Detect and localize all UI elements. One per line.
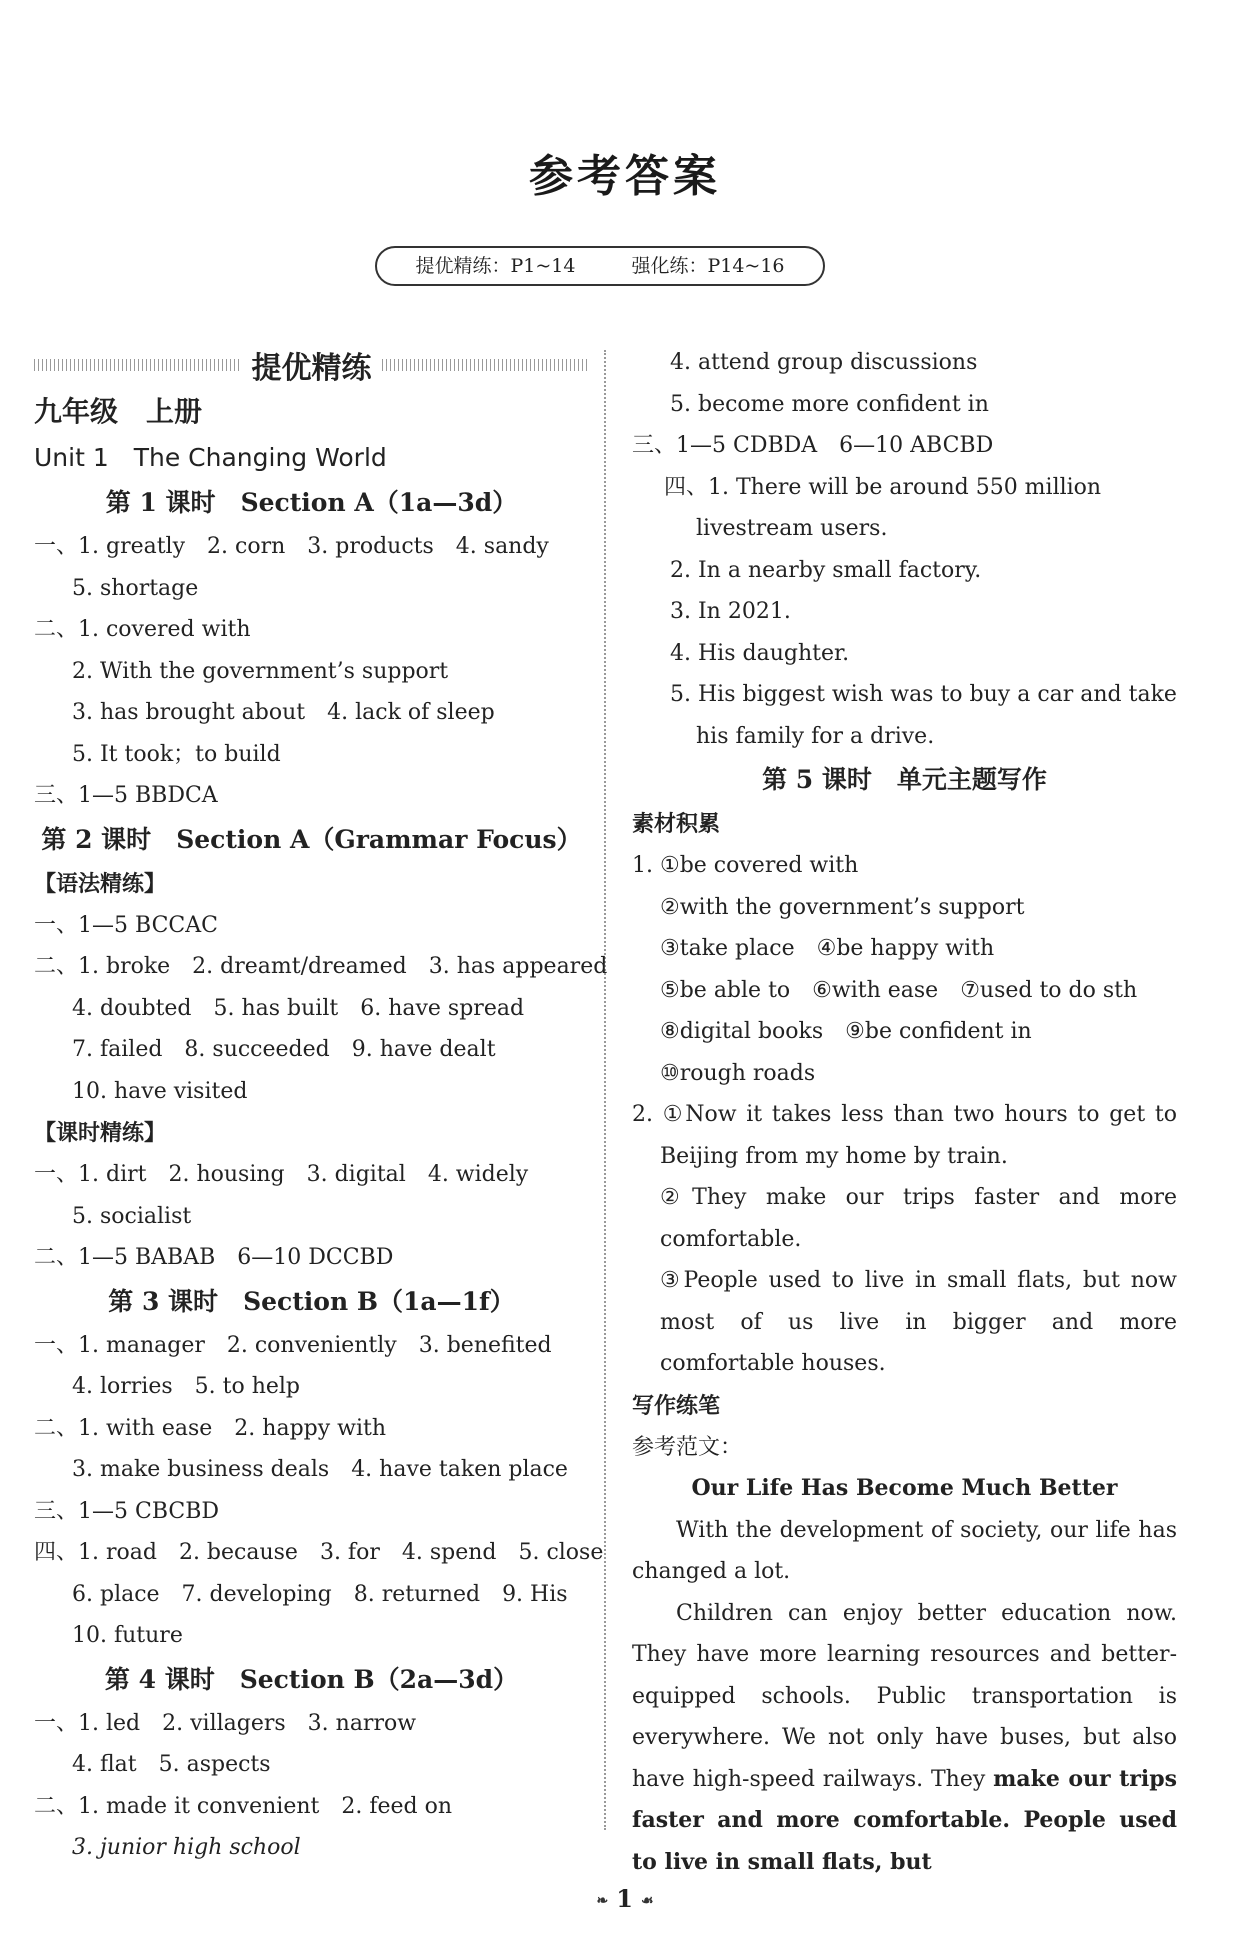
hatch-right [382,359,590,371]
lesson-sec: Section B（2a—3d） [239,1664,519,1694]
column-divider [604,350,606,1830]
lesson-3-heading [34,1279,589,1325]
range-right: 强化练：P14~16 [631,255,785,277]
answer-line: ⑤be able to ⑥with ease ⑦used to do sth [660,977,1138,1003]
answer-line: 5. socialist [72,1203,192,1229]
lesson-num: 第 2 课时 [41,824,152,854]
answer-line: 4. attend group discussions [670,350,978,375]
answer-line: 5. It took；to build [72,741,281,767]
lesson-num: 第 3 课时 [108,1286,219,1316]
page-range-badge [375,246,825,286]
answer-line: 2. With the government’s support [72,658,449,684]
answer-line: 5. become more confident in [670,391,989,417]
answer-line: 5. shortage [72,575,199,601]
answer-line: 3. has brought about 4. lack of sleep [72,700,495,725]
answer-line: 7. failed 8. succeeded 9. have dealt [72,1037,496,1062]
answer-line: 一、1—5 BCCAC [34,912,218,938]
subheading-writing: 写作练笔 [632,1392,721,1419]
lesson-sec: 单元主题写作 [896,765,1047,794]
ornament-icon: ☙ [640,1892,654,1909]
hatch-left [34,359,242,371]
page-number: 1 [616,1884,633,1913]
sample-label: 参考范文： [632,1434,743,1460]
answer-line: 4. doubted 5. has built 6. have spread [72,995,525,1021]
answer-line: 6. place 7. developing 8. returned 9. His [72,1581,568,1607]
answer-line: 3. junior high school [72,1835,301,1860]
page-footer [0,1884,1250,1913]
lesson-sec: Section A（1a—3d） [240,488,518,517]
answer-line: 四、1. road 2. because 3. for 4. spend 5. close [34,1540,604,1565]
answer-line: 二、1. covered with [34,617,251,642]
answer-line: 三、1—5 CDBDA 6—10 ABCBD [632,433,994,458]
answer-line: 4. flat 5. aspects [72,1752,271,1777]
answer-line: ③People used to live in small flats, but now most of us live in bigger and more comfortable houses. [660,1268,1177,1376]
subheading-material: 素材积累 [632,811,721,837]
answer-line: 二、1. with ease 2. happy with [34,1415,387,1441]
range-left: 提优精练：P1~14 [415,255,576,277]
answer-line: 一、1. manager 2. conveniently 3. benefited [34,1332,552,1358]
lesson-2-heading [34,817,589,863]
answer-line: 二、1. broke 2. dreamt/dreamed 3. has appeared [34,954,608,979]
essay-paragraph: With the development of society, our life has changed a lot. [632,1517,1177,1584]
answer-line: 10. have visited [72,1078,248,1104]
lesson-sec: Section A（Grammar Focus） [176,824,582,854]
answer-line: 4. His daughter. [670,640,850,666]
answer-line: 二、1. made it convenient 2. feed on [34,1793,453,1819]
grade-heading: 九年级 上册 [34,395,203,428]
answer-line: 三、1—5 CBCBD [34,1498,220,1524]
answer-line: 2. In a nearby small factory. [670,557,982,583]
answer-line: 5. His biggest wish was to buy a car and take his family for a drive. [670,682,1177,749]
right-column [632,342,1177,1883]
lesson-1-heading [34,480,589,526]
lesson-num: 第 1 课时 [105,488,216,517]
subheading-lesson: 【课时精练】 [34,1120,167,1146]
answer-line: ②with the government’s support [660,894,1025,920]
lesson-5-heading [632,757,1177,803]
lesson-num: 第 4 课时 [104,1664,215,1694]
answer-line: 二、1—5 BABAB 6—10 DCCBD [34,1245,394,1270]
lesson-4-heading [34,1657,589,1703]
answer-line: 4. lorries 5. to help [72,1374,301,1399]
essay-title: Our Life Has Become Much Better [691,1475,1118,1501]
essay-text: Children can enjoy better education now. They have more learning resources and better-equipped schools. Public transportation is everywhere. We not only have buses, but also have high-speed railways. They [632,1600,1177,1792]
answer-line: 1. ①be covered with [632,853,859,878]
answer-line: 三、1—5 BBDCA [34,783,218,808]
answer-line: 10. future [72,1623,183,1648]
answer-line: 四、1. There will be around 550 million livestream users. [664,474,1102,541]
answer-line: ③take place ④be happy with [660,936,995,961]
page-title: 参考答案 [529,151,721,202]
answer-line: 一、1. greatly 2. corn 3. products 4. sandy [34,534,549,559]
section-banner-text: 提优精练 [251,351,372,386]
lesson-sec: Section B（1a—1f） [243,1286,515,1316]
ornament-icon: ❧ [596,1892,609,1909]
essay-bold-text: make our trips faster and more comfortable. People used to live in small flats, but [632,1765,1177,1875]
answer-line: ⑩rough roads [660,1060,816,1086]
unit-heading: Unit 1 The Changing World [34,443,387,472]
left-column [34,342,608,1869]
subheading-grammar: 【语法精练】 [34,870,167,897]
answer-line: ⑧digital books ⑨be confident in [660,1019,1032,1044]
answer-line: 2. ①Now it takes less than two hours to get to Beijing from my home by train. [632,1102,1177,1169]
lesson-num: 第 5 课时 [762,765,872,794]
section-banner [34,342,589,388]
answer-line: 一、1. dirt 2. housing 3. digital 4. widely [34,1162,529,1187]
answer-line: 3. make business deals 4. have taken place [72,1457,568,1482]
answer-line: ②They make our trips faster and more comfortable. [660,1185,1177,1252]
essay-paragraph [632,1593,1177,1884]
answer-line: 一、1. led 2. villagers 3. narrow [34,1710,417,1736]
answer-line: 3. In 2021. [670,599,791,624]
